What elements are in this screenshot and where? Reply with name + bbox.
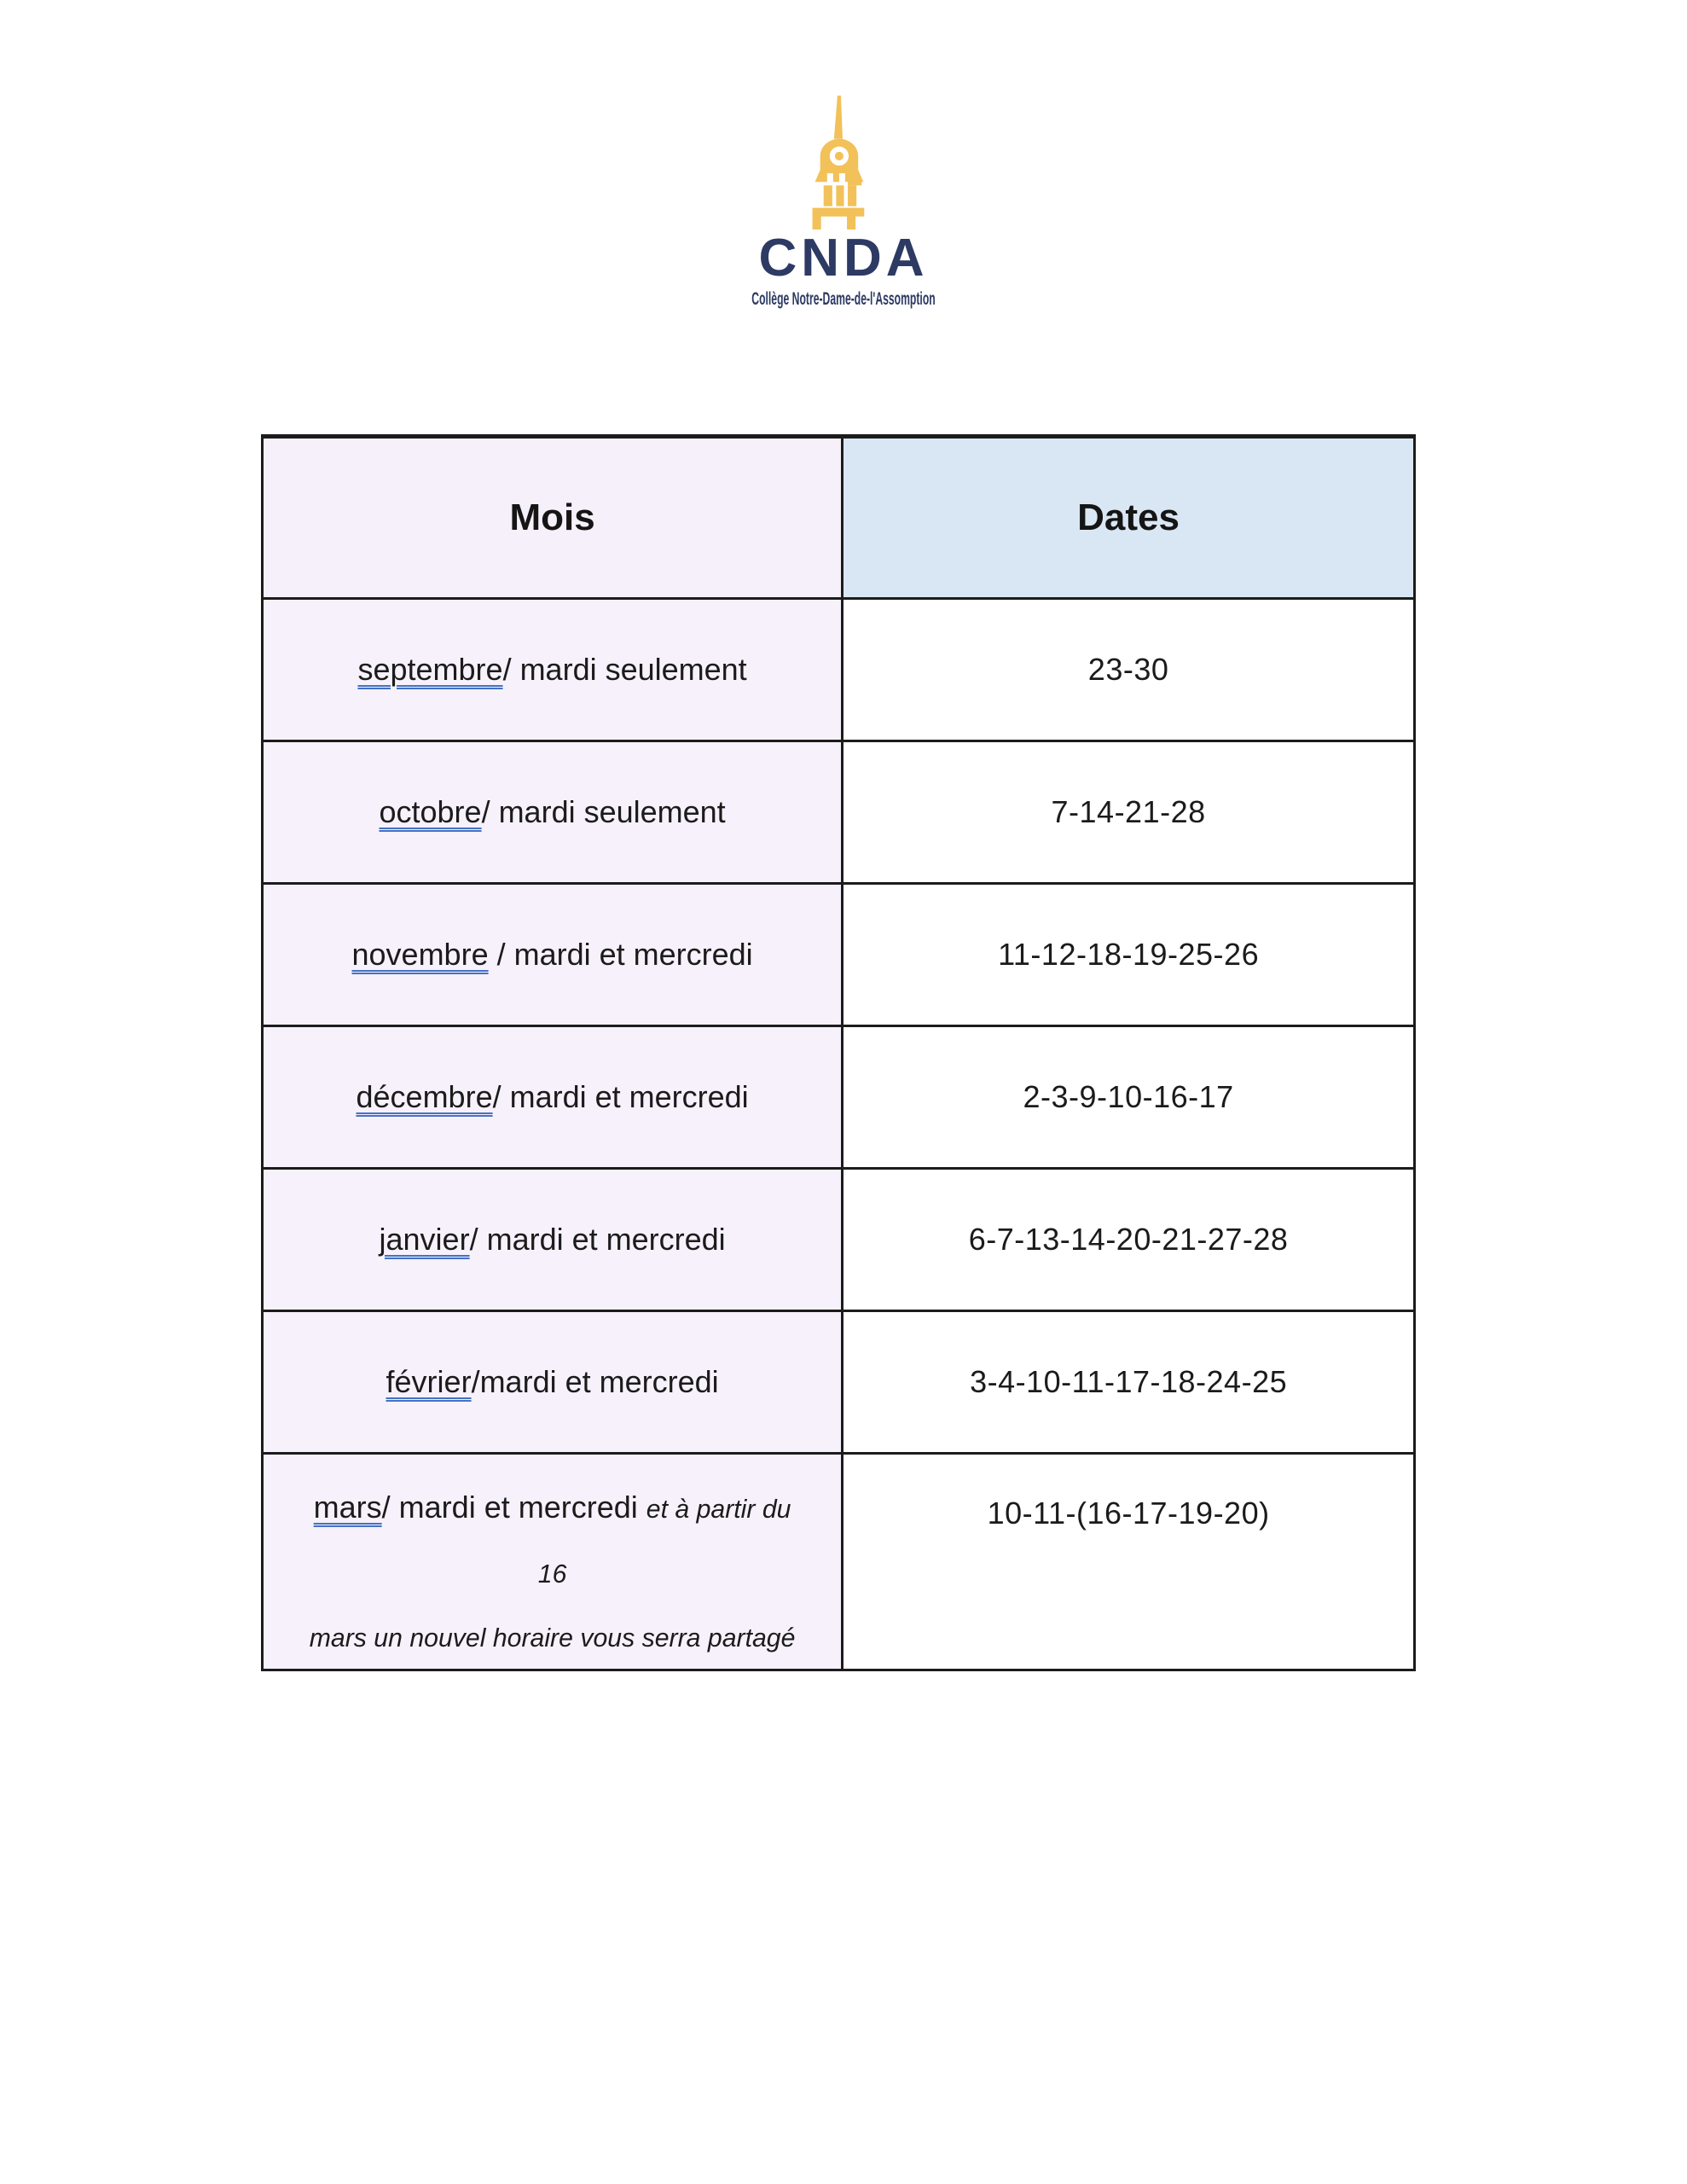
table-row-janvier (263, 1169, 1415, 1311)
schedule-text: / mardi et mercredi (469, 1222, 726, 1257)
dates-cell: 11-12-18-19-25-26 (843, 884, 1415, 1026)
month-link: novembre (351, 937, 489, 972)
schedule-text: / mardi seulement (502, 652, 747, 687)
school-logo (0, 0, 1687, 308)
month-cell (263, 1311, 843, 1454)
month-cell (263, 884, 843, 1026)
month-link: février (386, 1364, 472, 1399)
schedule-text: / mardi et mercredi (488, 937, 753, 972)
month-link: décembre (356, 1079, 493, 1114)
column-header-dates: Dates (843, 437, 1415, 599)
column-header-mois: Mois (263, 437, 843, 599)
table-row-mars (263, 1454, 1415, 1670)
month-link: octobre (379, 794, 482, 829)
month-link: septembre (357, 652, 503, 687)
dates-cell: 6-7-13-14-20-21-27-28 (843, 1169, 1415, 1311)
schedule-note-line2: mars un nouvel horaire vous serra partagé (309, 1624, 796, 1653)
month-cell (263, 1169, 843, 1311)
month-link: janvier (379, 1222, 470, 1257)
month-cell (263, 1454, 843, 1670)
school-acronym: CNDA (758, 229, 929, 288)
month-cell (263, 1026, 843, 1169)
month-link: mars (313, 1490, 382, 1525)
schedule-text: / mardi et mercredi (381, 1490, 646, 1525)
schedule-text: /mardi et mercredi (471, 1364, 719, 1399)
table-row-decembre (263, 1026, 1415, 1169)
table-row-septembre (263, 599, 1415, 741)
table-row-novembre (263, 884, 1415, 1026)
dates-cell: 23-30 (843, 599, 1415, 741)
school-subtitle: Collège Notre-Dame-de-l'Assomption (751, 289, 936, 309)
table-row-octobre (263, 741, 1415, 884)
dates-cell: 7-14-21-28 (843, 741, 1415, 884)
header-row (263, 437, 1415, 599)
schedule-text: / mardi et mercredi (492, 1079, 749, 1114)
table-row-fevrier (263, 1311, 1415, 1454)
schedule-text: / mardi seulement (481, 794, 726, 829)
month-cell (263, 599, 843, 741)
schedule-table (261, 434, 1416, 1671)
dates-cell: 10-11-(16-17-19-20) (843, 1454, 1415, 1670)
schedule-table-container (261, 434, 1687, 1671)
dates-cell: 2-3-9-10-16-17 (843, 1026, 1415, 1169)
month-cell (263, 741, 843, 884)
clock-tower-icon (804, 94, 883, 230)
schedule-note-line1: et à partir du 16 (537, 1496, 791, 1589)
dates-cell: 3-4-10-11-17-18-24-25 (843, 1311, 1415, 1454)
